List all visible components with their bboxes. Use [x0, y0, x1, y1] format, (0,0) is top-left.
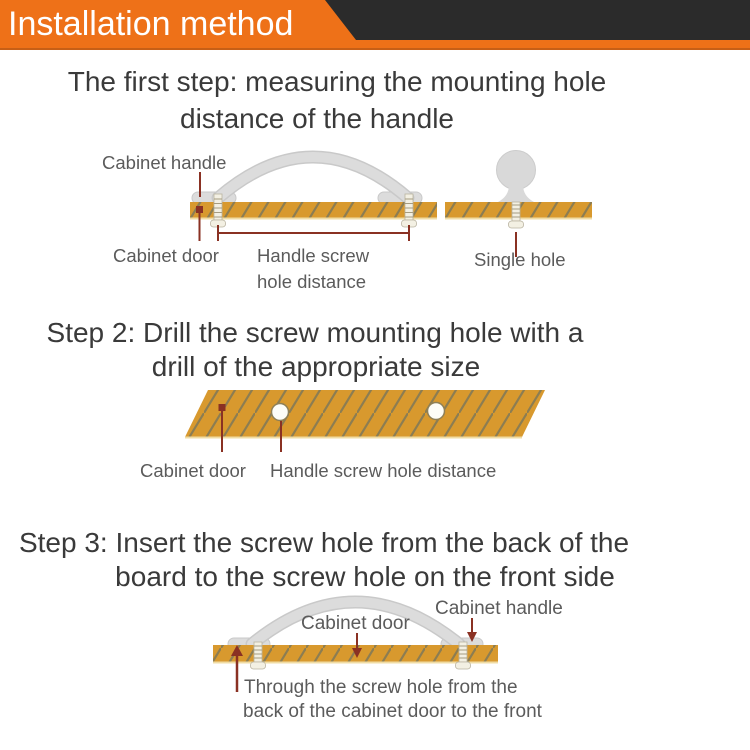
through-note-line1: Through the screw hole from the — [244, 677, 518, 698]
screw-distance-label-line1: Handle screw — [257, 245, 370, 266]
through-note-line2: back of the cabinet door to the front — [243, 701, 542, 722]
step3-heading-line2: board to the screw hole on the front side — [115, 561, 615, 592]
cabinet-handle-label: Cabinet handle — [435, 598, 563, 619]
drilled-board-illustration — [185, 390, 545, 438]
drill-hole — [272, 404, 289, 421]
cabinet-handle-label: Cabinet handle — [102, 152, 227, 173]
step2-heading-line1: Step 2: Drill the screw mounting hole with a — [46, 317, 584, 348]
drill-hole — [428, 403, 445, 420]
step1-heading-line1: The first step: measuring the mounting hole — [67, 66, 607, 97]
title-banner — [0, 0, 750, 50]
cabinet-door-board — [190, 202, 437, 219]
knob-handle-illustration — [497, 151, 536, 203]
step2-diagram — [0, 385, 750, 460]
step2-heading-line2: drill of the appropriate size — [151, 351, 481, 382]
single-hole-label: Single hole — [474, 249, 566, 270]
cabinet-door-label: Cabinet door — [113, 245, 219, 266]
step1-heading-line2: distance of the handle — [180, 103, 454, 134]
step3-heading-line1: Step 3: Insert the screw hole from the back of the — [18, 527, 630, 558]
bow-handle-illustration — [192, 157, 422, 204]
cabinet-door-label: Cabinet door — [301, 613, 410, 634]
screw-distance-label-line2: hole distance — [257, 271, 367, 292]
page-title: Installation method — [8, 5, 294, 43]
cabinet-door-label: Cabinet door — [140, 460, 246, 481]
screw-distance-label: Handle screw hole distance — [270, 460, 497, 481]
